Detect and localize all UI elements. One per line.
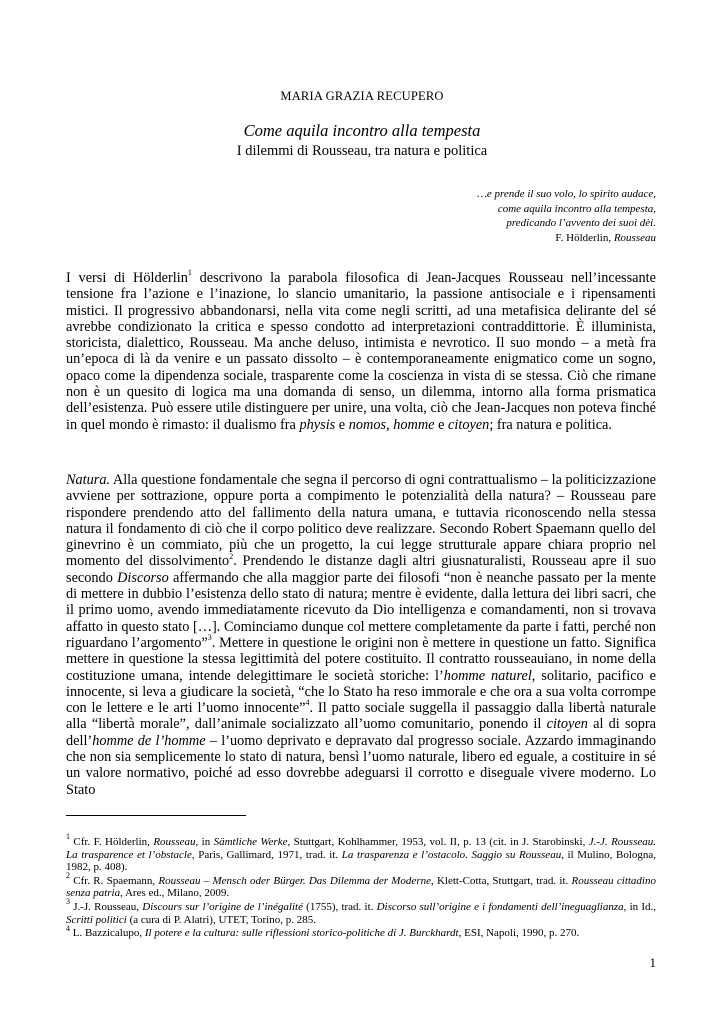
page-number: 1 — [649, 955, 656, 970]
text-run: descrivono la parabola filosofica di Jean-Jacques Rousseau nell’incessante tensione fra l’azione e l’inazione, lo slancio umanitario, la passione antisociale e i ripensamenti mistici. Il progressivo abbandonarsi, nella vita come negli scritti, ad una metafisica delirante del sé avrebbe condizionato la critica e spesso condotto ad interpretazioni contraddittorie. È illuminista, storicista, dialettico, Rousseau. Ma anche deluso, intimista e nevrotico. Il suo mondo – a metà fra un’epoca di là da venire e un passato dissolto – è contemporaneamente enigmatico come un sogno, opaco come la dipendenza sociale, trasparente come la coscienza in vista di se stessa. Ciò che rimane non è un quesito di logica ma una domanda di senso, un dilemma, intorno alla forma prismatica dell’esistenza. Può essere utile distinguere per unire, una volta, ciò che Jean-Jacques non poteva finché in quel mondo è rimasto: il dualismo fra — [66, 270, 656, 433]
citation-title: Discours sur l’origine de l’inégalité — [142, 900, 303, 913]
text-run: J.-J. Rousseau, — [70, 900, 143, 913]
italic-term: citoyen — [546, 716, 588, 733]
footnote-1 — [66, 832, 657, 874]
epigraph-attribution-work: Rousseau — [613, 231, 656, 244]
epigraph-attribution — [477, 231, 656, 246]
text-run: e — [335, 416, 349, 433]
italic-term: homme — [393, 416, 435, 433]
epigraph-line: …e prende il suo volo, lo spirito audace, — [477, 188, 656, 200]
citation-title: La trasparenza e l’ostacolo. Saggio su Rousseau — [341, 848, 562, 861]
footnote-separator — [66, 815, 246, 816]
text-run: , in — [195, 836, 214, 848]
text-run: I versi di Hölderlin — [66, 270, 188, 286]
footnote-number: 1 — [66, 832, 70, 842]
text-run: . Mettere in questione le origini non è mettere in questione un fatto. Significa mettere in questione la stessa legittimità del potere costituito. Il contratto rousseauiano, in nome della costituzione umana, intende delegittimare le società storiche: l’ — [66, 634, 656, 684]
italic-term: nomos — [348, 416, 387, 433]
text-run: . Il patto sociale suggella il passaggio dalla libertà naturale alla “libertà morale”, dall’animale socializzato all’uomo comunitario, ponendo il — [66, 700, 656, 733]
epigraph-line: predicando l’avvento dei suoi dèi. — [506, 217, 656, 230]
italic-term: physis — [299, 416, 336, 433]
citation-title: Discorso sull’origine e i fondamenti dell’ineguaglianza — [376, 900, 624, 913]
italic-term: homme naturel — [443, 667, 532, 684]
text-run: – l’uomo deprivato e depravato dal progresso sociale. Azzardo immaginando che non sia semplicemente lo stato di natura, bensì l’uomo naturale, libero ed eguale, a costituire in sé un valore normativo, poiché ad esso dovrebbe adeguarsi il corrotto e diseguale vivere moderno. Lo Stato — [66, 732, 656, 798]
italic-term: homme de l’homme — [92, 732, 206, 749]
footnote-number: 2 — [66, 871, 70, 881]
text-run: , — [386, 416, 394, 433]
text-run: Cfr. R. Spaemann, — [70, 874, 159, 887]
citation-title: Rousseau — [153, 836, 196, 848]
citation-title: Rousseau – Mensch oder Bürger. Das Dilemma der Moderne — [158, 874, 431, 887]
text-run: , Stuttgart, Kohlhammer, 1953, vol. II, p. 13 (cit. in J. Starobinski, — [287, 836, 589, 848]
footnote-2 — [66, 871, 656, 900]
italic-term: Discorso — [117, 569, 169, 586]
text-run: (1755), trad. it. — [302, 900, 377, 913]
citation-title: Scritti politici — [66, 913, 127, 926]
article-subtitle: I dilemmi di Rousseau, tra natura e politica — [236, 143, 488, 159]
text-run: , solitario, pacifico e innocente, si leva a giudicare la società, “che lo Stato ha reso immorale e che ora a sua volta corrompe con le lettere e le arti l’uomo innocente” — [66, 667, 656, 717]
epigraph-line: come aquila incontro alla tempesta, — [497, 202, 656, 215]
footnote-number: 4 — [66, 923, 70, 933]
footnote-number: 3 — [66, 897, 70, 907]
footnote-ref-4[interactable]: 4 — [305, 698, 310, 708]
text-run: , Ares ed., Milano, 2009. — [120, 887, 230, 900]
body-paragraph-1 — [66, 270, 656, 433]
text-run: al di sopra dell’ — [66, 716, 656, 749]
text-run: , in Id., — [623, 900, 656, 913]
text-run: e — [434, 416, 449, 433]
citation-title: Rousseau cittadino senza patria — [66, 874, 656, 900]
footnote-ref-1[interactable]: 1 — [187, 268, 192, 278]
text-run: , il Mulino, Bologna, 1982, p. 408). — [66, 848, 657, 874]
footnote-ref-2[interactable]: 2 — [229, 551, 234, 561]
citation-title: Sämtliche Werke — [213, 836, 288, 848]
epigraph — [477, 187, 656, 245]
footnotes — [66, 832, 657, 941]
text-run: , Paris, Gallimard, 1971, trad. it. — [191, 848, 342, 861]
citation-title: Il potere e la cultura: sulle riflessioni storico-politiche di J. Burckhardt — [144, 927, 459, 940]
text-run: Alla questione fondamentale che segna il percorso di ogni contrattualismo – la politicizzazione avviene per sottrazione, oppure porta a compimento le potenzialità della natura? – Rousseau pare rispondere prendendo atto del fallimento della natura umana, e tuttavia riconoscendo nella stessa natura il fondamento di ciò che il corpo politico deve realizzare. Secondo Robert Spaemann quello del ginevrino è un commiato, più che un progetto, la cui legge strutturale appare chiara proprio nel momento del dissolvimento — [66, 472, 656, 570]
text-run: , Klett-Cotta, Stuttgart, trad. it. — [430, 874, 572, 887]
article-title: Come aquila incontro alla tempesta — [243, 121, 481, 140]
citation-title: J.-J. Rousseau. La trasparence et l’obstacle — [66, 836, 656, 861]
footnote-3 — [66, 897, 656, 926]
text-run: affermando che alla maggior parte dei filosofi “non è neanche passato per la mente di mettere in dubbio l’esistenza dello stato di natura; mentre è evidente, dalla lettura dei libri sacri, che il primo uomo, avendo immediatamente ricevuto da Dio intelligenza e comandamenti, non si trovava affatto in questo stato […]. Cominciamo dunque col mettere completamente da parte i fatti, perché non riguardano l’argomento” — [66, 569, 656, 651]
text-run: (a cura di P. Alatri), UTET, Torino, p. 285. — [126, 913, 316, 926]
text-run: . Prendendo le distanze dagli altri giusnaturalisti, Rousseau apre il suo secondo — [66, 553, 656, 586]
text-run: L. Bazzicalupo, — [70, 927, 145, 940]
italic-term: citoyen — [448, 416, 490, 433]
text-run: Cfr. F. Hölderlin, — [70, 836, 154, 848]
body-paragraph-2 — [66, 472, 656, 798]
epigraph-attribution-author: F. Hölderlin, — [555, 231, 614, 244]
author-name: MARIA GRAZIA RECUPERO — [280, 89, 444, 103]
section-lead-in: Natura. — [66, 472, 111, 488]
text-run: ; fra natura e politica. — [489, 416, 612, 433]
footnote-ref-3[interactable]: 3 — [207, 633, 212, 643]
footnote-4 — [66, 923, 656, 940]
text-run: , ESI, Napoli, 1990, p. 270. — [458, 927, 580, 940]
